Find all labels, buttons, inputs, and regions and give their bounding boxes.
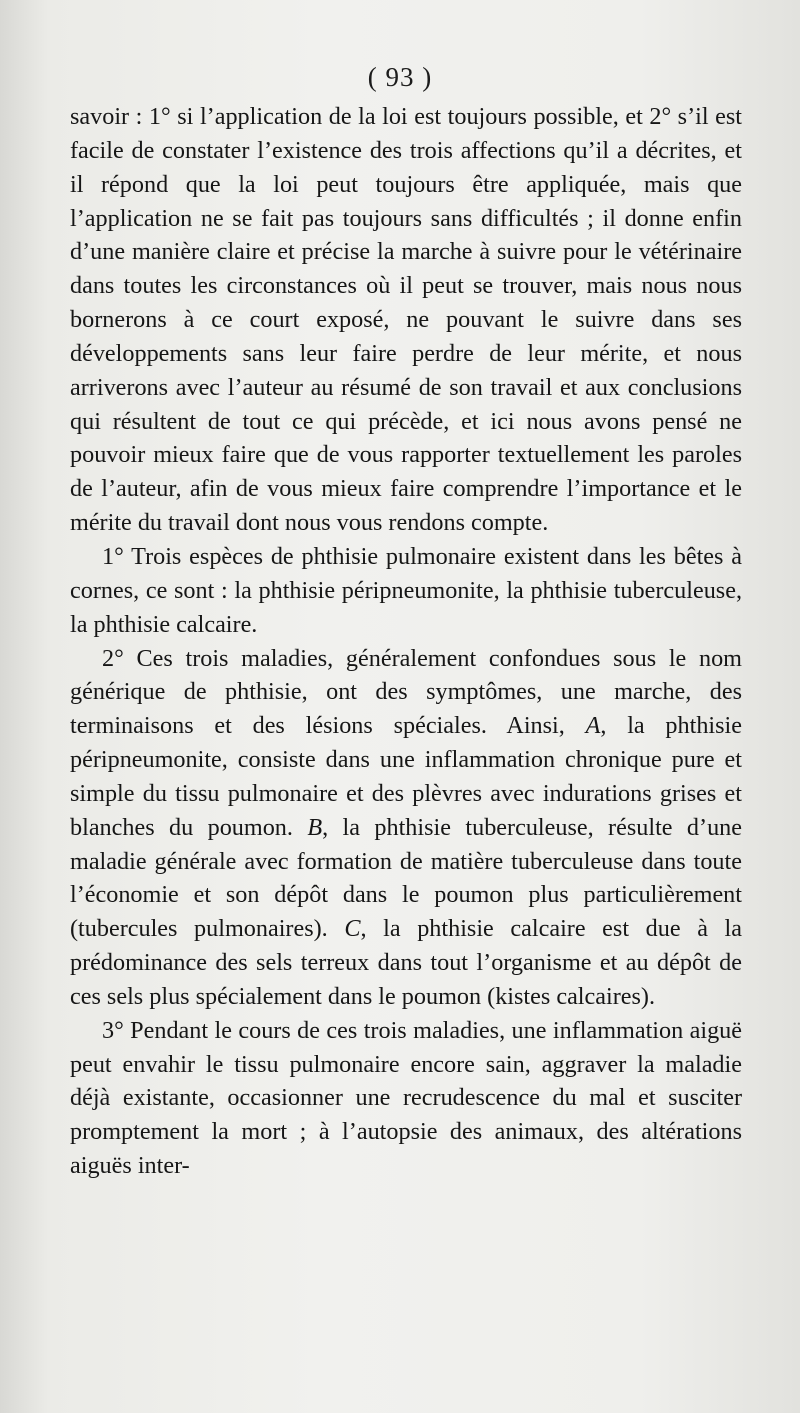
reference-letter-c: C — [344, 915, 361, 943]
page-number: ( 93 ) — [367, 62, 433, 92]
paragraph-3-part-1: 2° Ces trois maladies, généralement confondues sous le nom générique de phthisie, ont des symptômes, une marche, des terminaisons et des lésions spéciales. Ainsi, — [70, 644, 742, 740]
paragraph-2: 1° Trois espèces de phthisie pulmonaire existent dans les bêtes à cornes, ce sont : la phthisie péripneumonite, la phthisie tuberculeuse, la phthisie calcaire. — [70, 542, 742, 638]
reference-letter-a: A — [585, 712, 601, 740]
body-text — [70, 100, 742, 1183]
paragraph-1: savoir : 1° si l’application de la loi est toujours possible, et 2° s’il est facile de constater l’existence des trois affections qu’il a décrites, et il répond que la loi peut toujours être appliquée, mais que l’application ne se fait pas toujours sans difficultés ; il donne enfin d’une manière claire et précise la marche à suivre pour le vétérinaire dans toutes les circonstances où il peut se trouver, mais nous nous bornerons à ce court exposé, ne pouvant le suivre dans ses développements sans leur faire perdre de leur mérite, et nous arriverons avec l’auteur au résumé de son travail et aux conclusions qui résultent de tout ce qui précède, et ici nous avons pensé ne pouvoir mieux faire que de vous rapporter textuellement les paroles de l’auteur, afin de vous mieux faire comprendre l’importance et le mérite du travail dont nous vous rendons compte. — [70, 103, 742, 537]
reference-letter-b: B — [307, 813, 323, 841]
paragraph-3-part-3: , la phthisie tuberculeuse, résulte d’une maladie générale avec formation de matière tuberculeuse dans toute l’économie et son dépôt dans le poumon plus particulièrement (tubercules pulmonaires). — [70, 813, 742, 943]
paragraph-3-part-2: , la phthisie péripneumonite, consiste dans une inflammation chronique pure et simple du tissu pulmonaire et des plèvres avec indurations grises et blanches du poumon. — [70, 712, 743, 841]
paragraph-3-part-4: , la phthisie calcaire est due à la prédominance des sels terreux dans tout l’organisme et au dépôt de ces sels plus spécialement dans le poumon (kistes calcaires). — [70, 915, 742, 1010]
paragraph-4: 3° Pendant le cours de ces trois maladies, une inflammation aiguë peut envahir le tissu pulmonaire encore sain, aggraver la maladie déjà existante, occasionner une recrudescence du mal et susciter promptement la mort ; à l’autopsie des animaux, des altérations aiguës inter- — [70, 1016, 742, 1180]
paragraph-3 — [70, 642, 742, 1014]
